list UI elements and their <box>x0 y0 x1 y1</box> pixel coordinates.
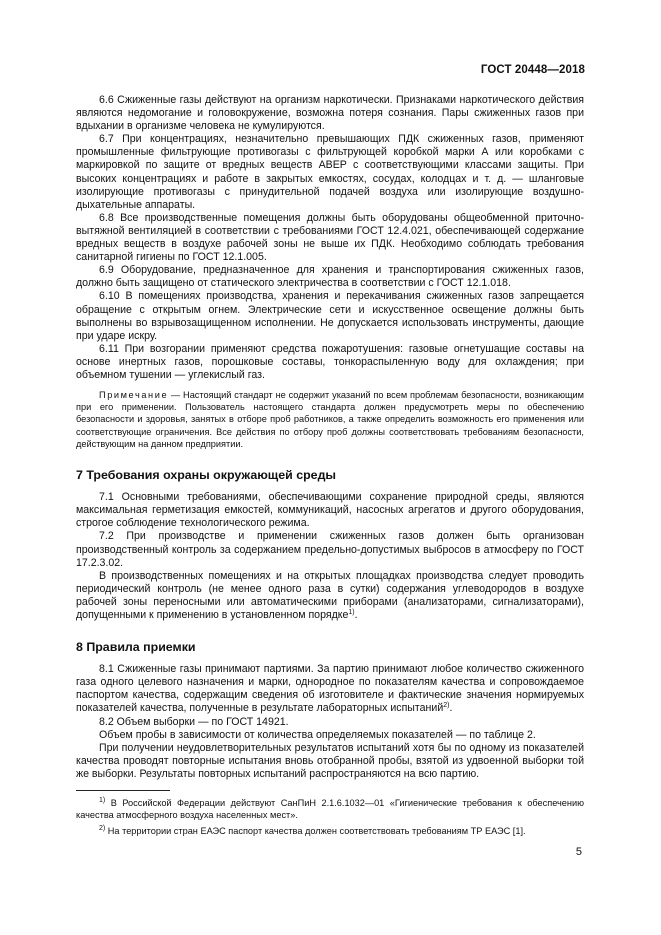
paragraph-8-1-text: 8.1 Сжиженные газы принимают партиями. За партию принимают любое количество сжиженного газа одного целевого назначения и марки, однородное по показателям качества и сопровождаемое паспортом качества, содержащим сведения об изготовителе и фактические значения нормируемых показателей качества, полученные в результате лабораторных испытаний <box>76 663 584 715</box>
paragraph-6-11: 6.11 При возгорании применяют средства пожаротушения: газовые огнетушащие составы на основе инертных газов, порошковые составы, тонкораспыленную воду для охлаждения; при объемном тушении — углекислый газ. <box>76 342 584 381</box>
footnote-text-1: В Российской Федерации действуют СанПиН 2.1.6.1032—01 «Гигиенические требования к обеспечению качества атмосферного воздуха населенных мест». <box>76 798 584 820</box>
footnote-text-2: На территории стран ЕАЭС паспорт качества должен соответствовать требованиям ТР ЕАЭС [1]. <box>105 826 526 836</box>
paragraph-6-9: 6.9 Оборудование, предназначенное для хранения и транспортирования сжиженных газов, должно быть защищено от статического электричества в соответствии с ГОСТ 12.1.018. <box>76 264 584 290</box>
footnote-separator <box>76 790 170 791</box>
paragraph-6-7: 6.7 При концентрациях, незначительно превышающих ПДК сжиженных газов, применяют промышленные фильтрующие противогазы с фильтрующей коробкой марки А или коробками с маркировкой по защите от вредных веществ АВЕР с соответствующими классами защиты. При высоких концентрациях и работе в закрытых емкостях, сосудах, колодцах и т. д. — шланговые изолирующие противогазы с принудительной подачей воздуха или изолирующие воздушно-дыхательные аппараты. <box>76 133 584 211</box>
section-8-heading: 8 Правила приемки <box>76 640 196 655</box>
paragraph-7-1: 7.1 Основными требованиями, обеспечивающими сохранение природной среды, являются максимальная герметизация емкостей, коммуникаций, насосных агрегатов и другого оборудования, строгое соблюдение технологического режима. <box>76 491 584 530</box>
paragraph-6-10: 6.10 В помещениях производства, хранения и перекачивания сжиженных газов запрещается обращение с открытым огнем. Электрические сети и искусственное освещение должны быть выполнены во взрывозащищенном исполнении. Не допускается использовать инструменты, дающие при ударе искру. <box>76 290 584 342</box>
footnote-mark-2: 2) <box>99 825 106 832</box>
paragraph-sample-volume: Объем пробы в зависимости от количества определяемых показателей — по таблице 2. <box>99 728 536 741</box>
paragraph-6-6: 6.6 Сжиженные газы действуют на организм наркотически. Признаками наркотического действия являются недомогание и головокружение, возможна потеря сознания. Пары сжиженных газов при вдыхании в организме человека не кумулируются. <box>76 94 584 133</box>
paragraph-6-8: 6.8 Все производственные помещения должны быть оборудованы общеобменной приточно-вытяжной вентиляцией в соответствии с требованиями ГОСТ 12.4.021, обеспечивающей содержание вредных веществ в воздухе рабочей зоны не выше их ПДК. Необходимо соблюдать требования санитарной гигиены по ГОСТ 12.1.005. <box>76 211 584 264</box>
paragraph-7-2-continued-text: В производственных помещениях и на открытых площадках производства следует проводить периодический контроль (не менее одного раза в сутки) содержания углеводородов в воздухе рабочей зоны переносными или автоматическими приборами (анализаторами, сигнализаторами), допущенными к применению в установленном порядке <box>76 569 584 622</box>
page-number: 5 <box>575 846 582 858</box>
document-body <box>76 94 584 781</box>
paragraph-8-2: 8.2 Объем выборки — по ГОСТ 14921. <box>99 715 289 728</box>
paragraph-end-punct: . <box>354 609 358 622</box>
paragraph-8-1 <box>76 663 584 715</box>
section-7-heading: 7 Требования охраны окружающей среды <box>76 468 337 483</box>
footnote-ref-2[interactable]: 2) <box>443 702 450 710</box>
safety-note <box>76 389 584 450</box>
footnote-2 <box>76 825 584 837</box>
footnote-ref-1[interactable]: 1) <box>348 609 355 617</box>
footnotes <box>76 797 584 841</box>
footnote-1 <box>76 797 584 821</box>
note-text: — Настоящий стандарт не содержит указаний по всем проблемам безопасности, возникающим при его применении. Пользователь настоящего стандарта должен предусмотреть меры по обеспечению безопасности и здоровья, занятых в отборе проб работников, а также определить возможность его применения или соответствующие ограничения. Все действия по отбору проб должны соответствовать требованиям безопасности, действующим на данном предприятии. <box>76 390 584 449</box>
paragraph-7-2: 7.2 При производстве и применении сжиженных газов должен быть организован производственный контроль за содержанием предельно-допустимых выбросов в атмосферу по ГОСТ 17.2.3.02. <box>76 530 584 569</box>
footnote-mark-1: 1) <box>99 797 106 804</box>
paragraph-7-2-continued <box>76 570 584 622</box>
paragraph-end-punct: . <box>449 702 453 715</box>
paragraph-retest: При получении неудовлетворительных результатов испытаний хотя бы по одному из показателей качества проводят повторные испытания вновь отобранной пробы, взятой из удвоенной выборки той же выборки. Результаты повторных испытаний распространяются на всю партию. <box>76 741 584 780</box>
note-label: Примечание <box>99 390 169 401</box>
document-code: ГОСТ 20448—2018 <box>480 64 585 76</box>
